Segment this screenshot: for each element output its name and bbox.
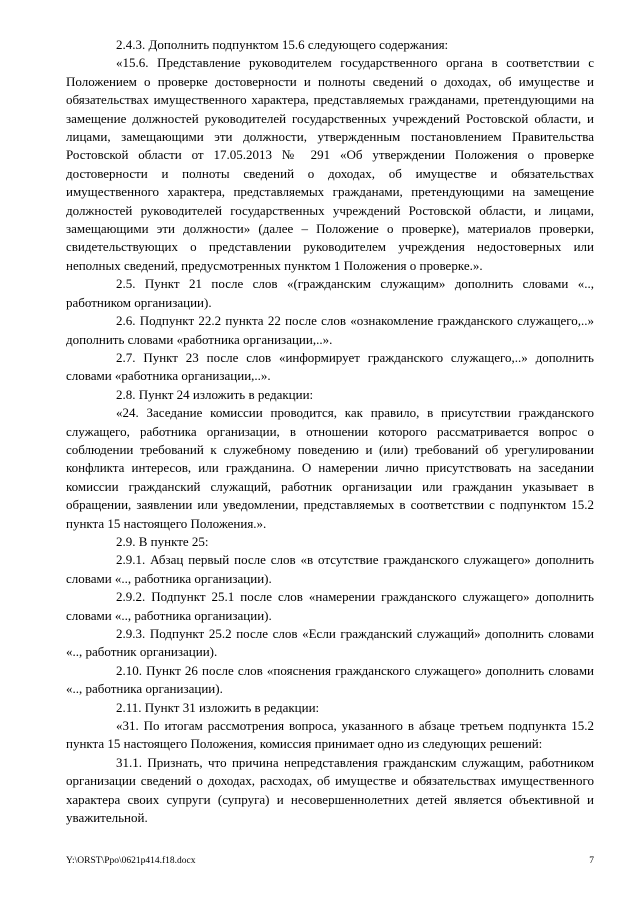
paragraph: 2.7. Пункт 23 после слов «информирует гражданского служащего,..» дополнить словами «работника организации,..».: [66, 349, 594, 384]
paragraph: 2.9.1. Абзац первый после слов «в отсутствие гражданского служащего» дополнить словами «.., работника организации).: [66, 552, 594, 586]
paragraph: «15.6. Представление руководителем государственного органа в соответствии с Положением о проверке достоверности и полноты сведений о доходах, об имуществе и обязательствах имущественного характера, представляемых гражданами, претендующими на замещение должностей руководителей государственных учреждений Ростовской области, и лицами, замещающими эти должности, утвержденным постановлением Правительства Ростовской области от 17.05.2013 № 291 «Об утверждении Положения о проверке достоверности и полноты сведений о доходах, об имуществе и обязательствах имущественного характера, представляемых гражданами, претендующими на замещение должностей руководителей государственных учреждений Ростовской области, и лицами, замещающими эти должности» (далее – Положение о проверке), материалов проверки, свидетельствующих о представлении руководителем учреждения недостоверных или неполных сведений, предусмотренных пунктом 1 Положения о проверке.».: [66, 55, 594, 273]
paragraph: 31.1. Признать, что причина непредставления гражданским служащим, работником организации сведений о доходах, расходах, об имуществе и обязательствах имущественного характера своих супруги (супруга) и несовершеннолетних детей является объективной и уважительной.: [66, 754, 594, 826]
paragraph: 2.10. Пункт 26 после слов «пояснения гражданского служащего» дополнить словами «.., работника организации).: [66, 662, 594, 697]
footer-file-path: Y:\ORST\Ppo\0621p414.f18.docx: [66, 856, 196, 866]
paragraph: 2.9.3. Подпункт 25.2 после слов «Если гражданский служащий» дополнить словами «.., работник организации).: [66, 626, 594, 660]
document-body: [66, 36, 594, 827]
paragraph: 2.5. Пункт 21 после слов «(гражданским служащим» дополнить словами «.., работником организации).: [66, 276, 594, 310]
paragraph: 2.11. Пункт 31 изложить в редакции:: [116, 699, 320, 715]
paragraph: 2.6. Подпункт 22.2 пункта 22 после слов «ознакомление гражданского служащего,..» дополнить словами «работника организации,..».: [66, 313, 594, 347]
footer-page-number: 7: [589, 856, 594, 866]
paragraph: 2.9.2. Подпункт 25.1 после слов «намерении гражданского служащего» дополнить словами «.., работника организации).: [66, 589, 594, 623]
paragraph: 2.9. В пункте 25:: [116, 533, 209, 549]
paragraph: «24. Заседание комиссии проводится, как правило, в присутствии гражданского служащего, работника организации, в отношении которого рассматривается вопрос о соблюдении требований к служебному поведению и (или) требований об урегулировании конфликта интересов, или гражданина. О намерении лично присутствовать на заседании комиссии гражданский служащий, работник организации или гражданин указывает в обращении, заявлении или уведомлении, представляемых в соответствии с подпунктом 15.2 пункта 15 настоящего Положения.».: [66, 405, 594, 531]
paragraph: 2.8. Пункт 24 изложить в редакции:: [116, 386, 314, 402]
paragraph: 2.4.3. Дополнить подпунктом 15.6 следующего содержания:: [116, 37, 449, 52]
paragraph: «31. По итогам рассмотрения вопроса, указанного в абзаце третьем подпункта 15.2 пункта 15 настоящего Положения, комиссия принимает одно из следующих решений:: [66, 718, 594, 752]
